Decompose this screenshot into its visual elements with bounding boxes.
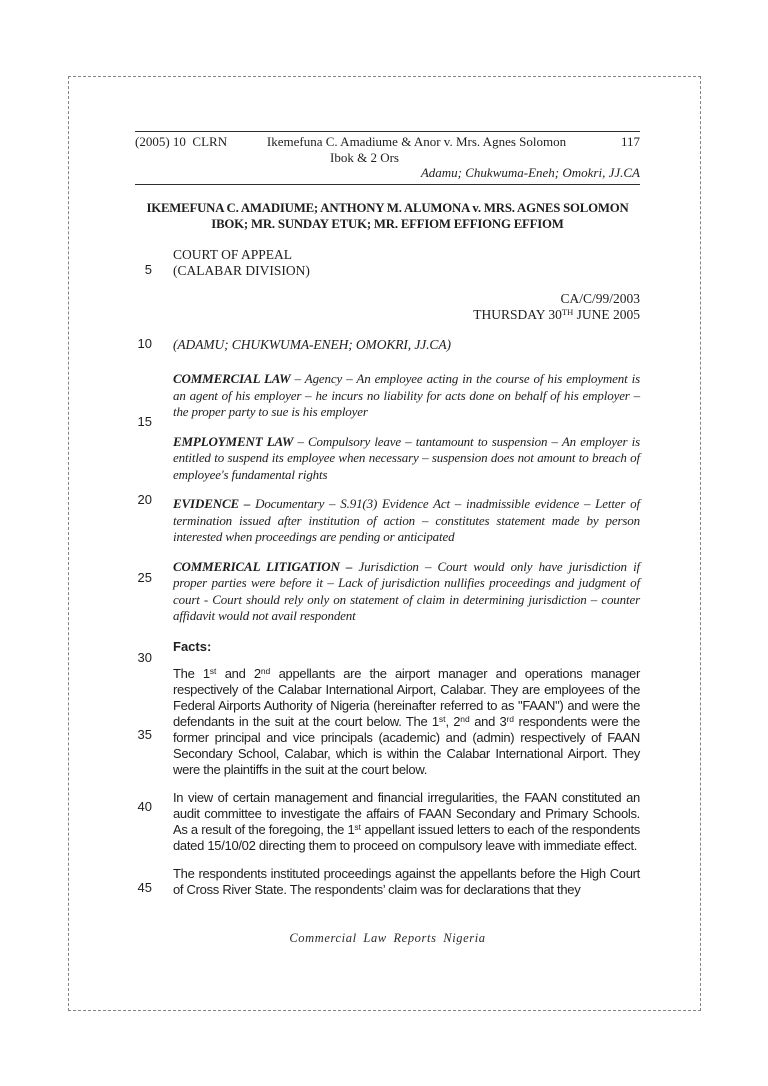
header-judges-line: Adamu; Chukwuma-Eneh; Omokri, JJ.CA: [420, 165, 640, 180]
text-segment: In view of certain management and financial irregularities, the FAAN constituted an audit committee to investigate the affairs of FAAN Secondary and Primary Schools. As a result of the foregoing, the 1: [173, 789, 640, 837]
court-division: (CALABAR DIVISION): [173, 262, 310, 278]
catchwords-section: [135, 371, 640, 625]
case-number: CA/C/99/2003: [560, 291, 640, 306]
line-number: 20: [137, 492, 152, 507]
ordinal-superscript: nd: [260, 665, 271, 676]
line-number: 30: [137, 650, 152, 665]
ordinal-superscript: st: [438, 713, 446, 724]
court-block: [173, 247, 640, 278]
facts-section: [135, 666, 640, 898]
catchword-heading: COMMERICAL LITIGATION –: [173, 558, 353, 574]
hearing-date: [135, 307, 640, 323]
line-number: 45: [137, 880, 152, 895]
line-number: 5: [144, 262, 152, 277]
catchword-heading: EMPLOYMENT LAW: [173, 433, 294, 449]
text-segment: appellants are the airport manager and operations manager respectively of the Calabar International Airport, Calabar. They are employees of the Federal Airports Authority of Nigeria (hereinafter referred to as "FAAN") and were the defendants in the suit at the court below. The 1: [173, 665, 640, 729]
report-citation: (2005) 10 CLRN: [135, 134, 228, 149]
page-content: [135, 131, 640, 910]
text-segment: , 2: [445, 713, 461, 729]
facts-paragraph: [173, 866, 640, 898]
line-number: 40: [137, 799, 152, 814]
ordinal-superscript: rd: [506, 713, 515, 724]
court-name: COURT OF APPEAL: [173, 247, 292, 262]
catchword-paragraph: EMPLOYMENT LAW – Compulsory leave – tantamount to suspension – An employer is entitled to suspend its employee when necessary – suspension does not amount to breach of employee's fundamental rights: [173, 433, 640, 482]
text-segment: and 2: [216, 665, 261, 681]
facts-paragraph: [173, 666, 640, 778]
header-case-name: Ikemefuna C. Amadiume & Anor v. Mrs. Agnes Solomon: [266, 134, 567, 149]
text-segment: appellant issued letters to each of the respondents dated 15/10/02 directing them to proceed on compulsory leave with immediate effect.: [173, 821, 640, 853]
text-segment: The 1: [173, 665, 210, 681]
running-header: [135, 131, 640, 185]
case-reference-block: [135, 291, 640, 322]
ordinal-superscript: st: [209, 665, 217, 676]
facts-paragraph: [173, 790, 640, 854]
catchword-heading: COMMERCIAL LAW: [173, 371, 291, 386]
catchword-paragraph: COMMERICAL LITIGATION – Jurisdiction – Court would only have jurisdiction if proper parties were before it – Lack of jurisdiction nullifies proceedings and judgment of court - Court should rely only on statement of claim in determining jurisdiction – counter affidavit would not avail respondent: [173, 558, 641, 623]
ordinal-superscript: st: [354, 821, 362, 832]
judges-panel: (ADAMU; CHUKWUMA-ENEH; OMOKRI, JJ.CA): [173, 337, 451, 352]
line-number: 25: [137, 570, 152, 585]
line-number: 15: [137, 414, 152, 429]
text-segment: respondents were the former principal and vice principals (academic) and (admin) respectively of FAAN Secondary School, Calabar, which is within the Calabar International Airport. They were the plaintiffs in the suit at the court below.: [173, 713, 640, 777]
catchword-heading: EVIDENCE –: [173, 496, 251, 511]
catchword-paragraph: COMMERCIAL LAW – Agency – An employee acting in the course of his employment is an agent of his employer – he incurs no liability for acts done on behalf of his employer – the proper party to sue is his employer: [173, 371, 640, 419]
line-number: 35: [137, 727, 152, 742]
text-segment: and 3: [469, 713, 507, 729]
ordinal-superscript: nd: [460, 713, 470, 724]
footer-running-title: Commercial Law Reports Nigeria: [289, 931, 486, 945]
header-page-number: 117: [620, 134, 640, 149]
catchword-paragraph: EVIDENCE – Documentary – S.91(3) Evidence Act – inadmissible evidence – Letter of termination issued after institution of action – constitutes statement made by person interested when proceedings are pending or anticipated: [173, 496, 640, 544]
case-title: IKEMEFUNA C. AMADIUME; ANTHONY M. ALUMONA v. MRS. AGNES SOLOMON IBOK; MR. SUNDAY ETUK; MR. EFFIOM EFFIONG EFFIOM: [146, 201, 629, 231]
text-segment: THURSDAY 30: [473, 306, 562, 322]
line-number: 10: [137, 336, 152, 351]
facts-heading: Facts:: [173, 638, 212, 654]
text-segment: JUNE 2005: [573, 306, 640, 322]
header-row-1: [135, 134, 640, 150]
text-segment: The respondents instituted proceedings against the appellants before the High Court of Cross River State. The respondents’ claim was for declarations that they: [173, 865, 640, 897]
ordinal-superscript: TH: [561, 306, 574, 317]
header-case-name-continuation: Ibok & 2 Ors: [330, 150, 399, 165]
